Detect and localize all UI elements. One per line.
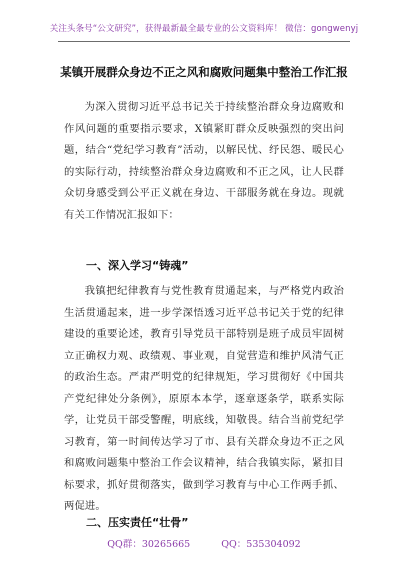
section-1-text: 我镇把纪律教育与党性教育贯通起来，与严格党内政治生活贯通起来，进一步学深悟透习近平总书记关于党的纪律建设的重要论述，教育引导党员干部特别是班子成员牢固树立正确权力观、政绩观、事业观，自觉营造和维护风清气正的政治生态。严肃严明党的纪律规矩，学习贯彻好《中国共产党纪律处分条例》，原原本本学，逐章逐条学，联系实际学，让党员干部受警醒，明底线，知敬畏。结合当前党纪学习教育，第一时间传达学习了市、县有关群众身边不正之风和腐败问题集中整治工作会议精神，结合我镇实际，紧扣目标要求，抓好贯彻落实，做到学习教育与中心工作两手抓、两促进。 [64,285,344,512]
header-banner: 关注头条号“公文研究”，获得最新最全最专业的公文资料库！ 微信：gongwenyj [49,24,359,34]
section-heading-2: 二、压实责任“壮骨” [86,516,189,529]
footer-qq: QQ：535304092 [221,539,301,550]
section-heading-1: 一、深入学习“铸魂” [86,259,189,272]
header-divider [58,41,350,42]
footer-qq-group: QQ群：30265665 [107,539,191,550]
section-1-paragraph [64,281,344,518]
intro-paragraph [64,97,344,226]
footer-contact [0,536,408,550]
intro-text: 为深入贯彻习近平总书记关于持续整治群众身边腐败和作风问题的重要指示要求，X镇紧盯群众反映强烈的突出问题，结合“党纪学习教育”活动，以解民忧、纾民怨、暖民心的实际行动，持续整治群众身边腐败和不正之风，让人民群众切身感受到公平正义就在身边、干部服务就在身边。现就有关工作情况汇报如下： [64,101,344,221]
document-title: 某镇开展群众身边不正之风和腐败问题集中整治工作汇报 [60,65,348,79]
